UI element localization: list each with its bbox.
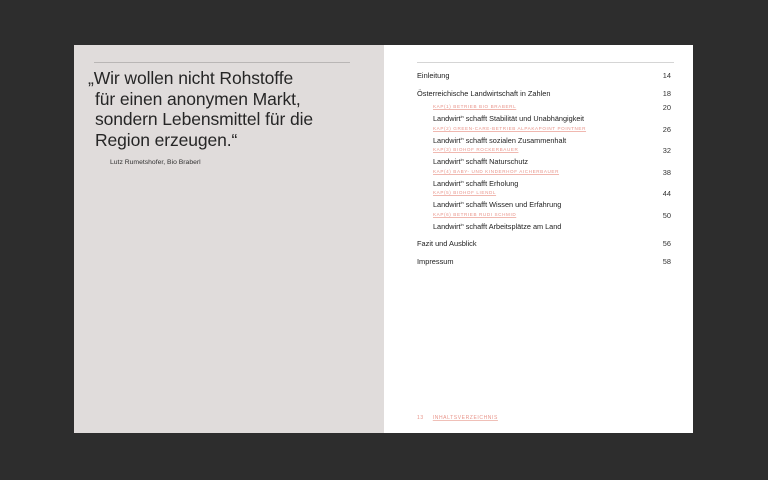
top-rule (94, 62, 350, 63)
toc-entry-einleitung[interactable] (417, 70, 674, 88)
book-spread (74, 45, 693, 433)
chapter-label: KAP(3) BIOHOF ROCKERBAUER (433, 147, 519, 152)
top-rule (417, 62, 674, 63)
toc-entry-label: Impressum (417, 256, 454, 266)
toc-entry-impressum[interactable] (417, 256, 674, 274)
left-page (74, 45, 384, 433)
page-footer (417, 415, 498, 421)
toc-entry-page: 56 (662, 239, 671, 248)
toc-entry-label: Einleitung (417, 71, 450, 80)
toc-entry-page: 14 (662, 71, 671, 80)
chapter-label: KAP(1) BETRIEB BIO BRABERL (433, 104, 517, 109)
toc-chapter-5[interactable] (417, 189, 674, 211)
toc-entry-page: 58 (662, 256, 671, 266)
chapter-title: Landwirt$^{in}$ schafft Stabilität und Unabhängigkeit (433, 114, 585, 123)
toc-entry-label: Fazit und Ausblick (417, 239, 477, 248)
chapter-page: 32 (662, 146, 671, 155)
toc-entry-fazit[interactable] (417, 238, 674, 256)
chapter-page: 38 (662, 167, 671, 177)
quote-attribution: Lutz Rumetshofer, Bio Braberl (110, 159, 201, 166)
chapter-page: 50 (662, 210, 671, 220)
footer-section-title: INHALTSVERZEICHNIS (432, 415, 498, 421)
toc-entry-label: Österreichische Landwirtschaft in Zahlen (417, 88, 551, 98)
quote-line: Region erzeugen.“ (95, 129, 238, 150)
chapter-title: Landwirt$^{in}$ schafft Wissen und Erfahrung (433, 200, 562, 209)
chapter-title: Landwirt$^{in}$ schafft Naturschutz (433, 157, 529, 166)
toc-chapter-4[interactable] (417, 168, 674, 190)
chapter-label: KAP(6) BETRIEB RUDI SCHMID (433, 211, 517, 217)
chapter-label: KAP(4) BABY- UND KINDERHOF AICHERBAUER (433, 168, 560, 174)
chapter-title: Landwirt$^{in}$ schafft Erholung (433, 178, 519, 188)
chapter-page: 44 (662, 189, 671, 198)
chapter-title: Landwirt$^{in}$ schafft Arbeitsplätze am Land (433, 221, 562, 231)
chapter-page: 20 (662, 103, 671, 112)
chapter-label: KAP(2) GREEN-CARE-BETRIEB ALPAKAPOINT POINTNER (433, 125, 587, 131)
pull-quote (88, 68, 368, 150)
table-of-contents (417, 70, 674, 273)
chapter-label: KAP(5) BIOHOF LIENDL (433, 190, 497, 195)
chapter-title: Landwirt$^{in}$ schafft sozialen Zusammenhalt (433, 135, 567, 145)
quote-line: „Wir wollen nicht Rohstoffe (88, 68, 294, 88)
right-page (384, 45, 693, 433)
chapter-list (417, 103, 674, 232)
toc-chapter-2[interactable] (417, 125, 674, 147)
footer-page-number: 13 (417, 415, 424, 421)
toc-chapter-3[interactable] (417, 146, 674, 168)
quote-line: für einen anonymen Markt, (95, 88, 301, 109)
toc-chapter-6[interactable] (417, 211, 674, 233)
toc-entry-page: 18 (662, 88, 671, 98)
quote-line: sondern Lebensmittel für die (95, 109, 314, 129)
chapter-page: 26 (662, 124, 671, 134)
toc-chapter-1[interactable] (417, 103, 674, 125)
